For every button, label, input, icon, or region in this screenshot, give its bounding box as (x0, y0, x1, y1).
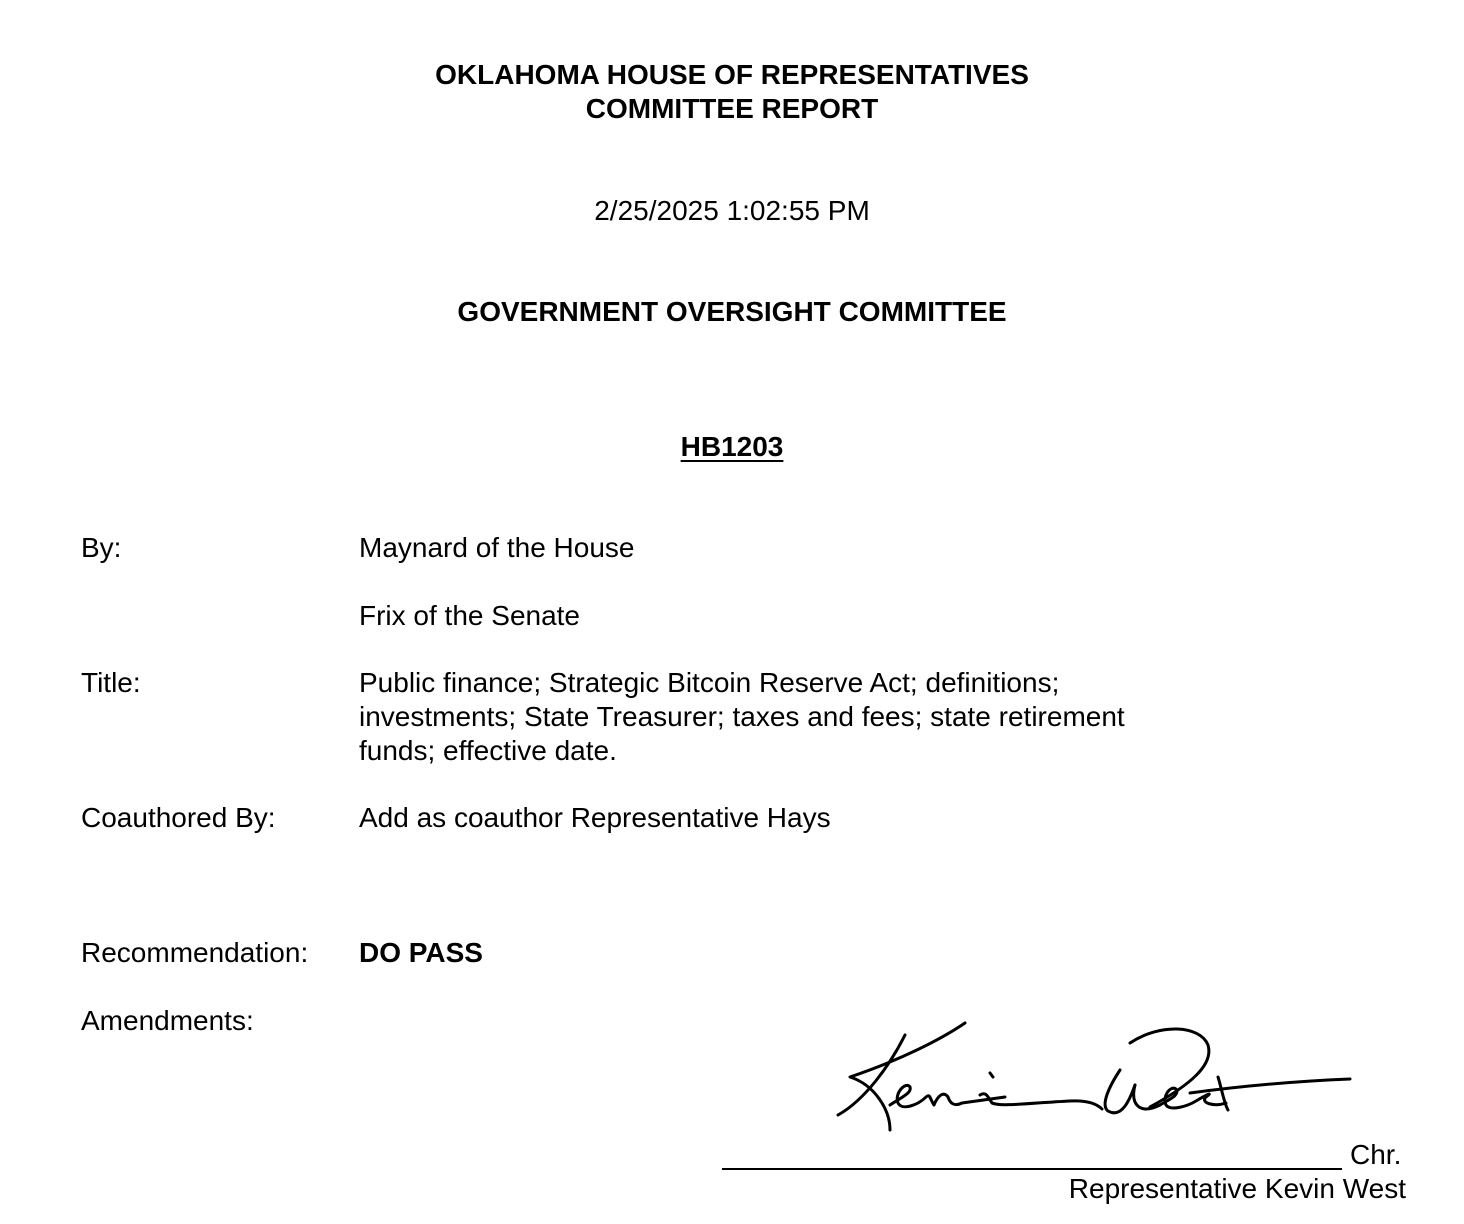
recommendation-label: Recommendation: (81, 937, 309, 968)
bill-title (359, 666, 1179, 768)
bill-title-line: investments; State Treasurer; taxes and fees; state retirement (359, 701, 1125, 732)
coauthored-value: Add as coauthor Representative Hays (359, 802, 831, 833)
bill-number: HB1203 (680, 431, 784, 462)
by-house-author: Maynard of the House (359, 532, 635, 563)
title-label: Title: (81, 667, 141, 698)
bill-title-line: funds; effective date. (359, 735, 617, 766)
amendments-label: Amendments: (81, 1005, 254, 1036)
bill-title-line: Public finance; Strategic Bitcoin Reserve Act; definitions; (359, 667, 1060, 698)
committee-name: GOVERNMENT OVERSIGHT COMMITTEE (457, 296, 1007, 327)
signer-name: Representative Kevin West (1068, 1173, 1406, 1204)
signature-line (722, 1168, 1342, 1170)
by-senate-author: Frix of the Senate (359, 600, 581, 631)
by-label: By: (81, 532, 122, 563)
report-org-heading: OKLAHOMA HOUSE OF REPRESENTATIVES (435, 59, 1029, 90)
chair-suffix: Chr. (1350, 1139, 1402, 1170)
report-timestamp: 2/25/2025 1:02:55 PM (594, 195, 870, 226)
recommendation-value: DO PASS (359, 937, 483, 968)
report-type-heading: COMMITTEE REPORT (585, 93, 879, 124)
bill-number-container (0, 430, 1464, 469)
coauthored-label: Coauthored By: (81, 802, 276, 833)
handwritten-signature (830, 1015, 1360, 1135)
